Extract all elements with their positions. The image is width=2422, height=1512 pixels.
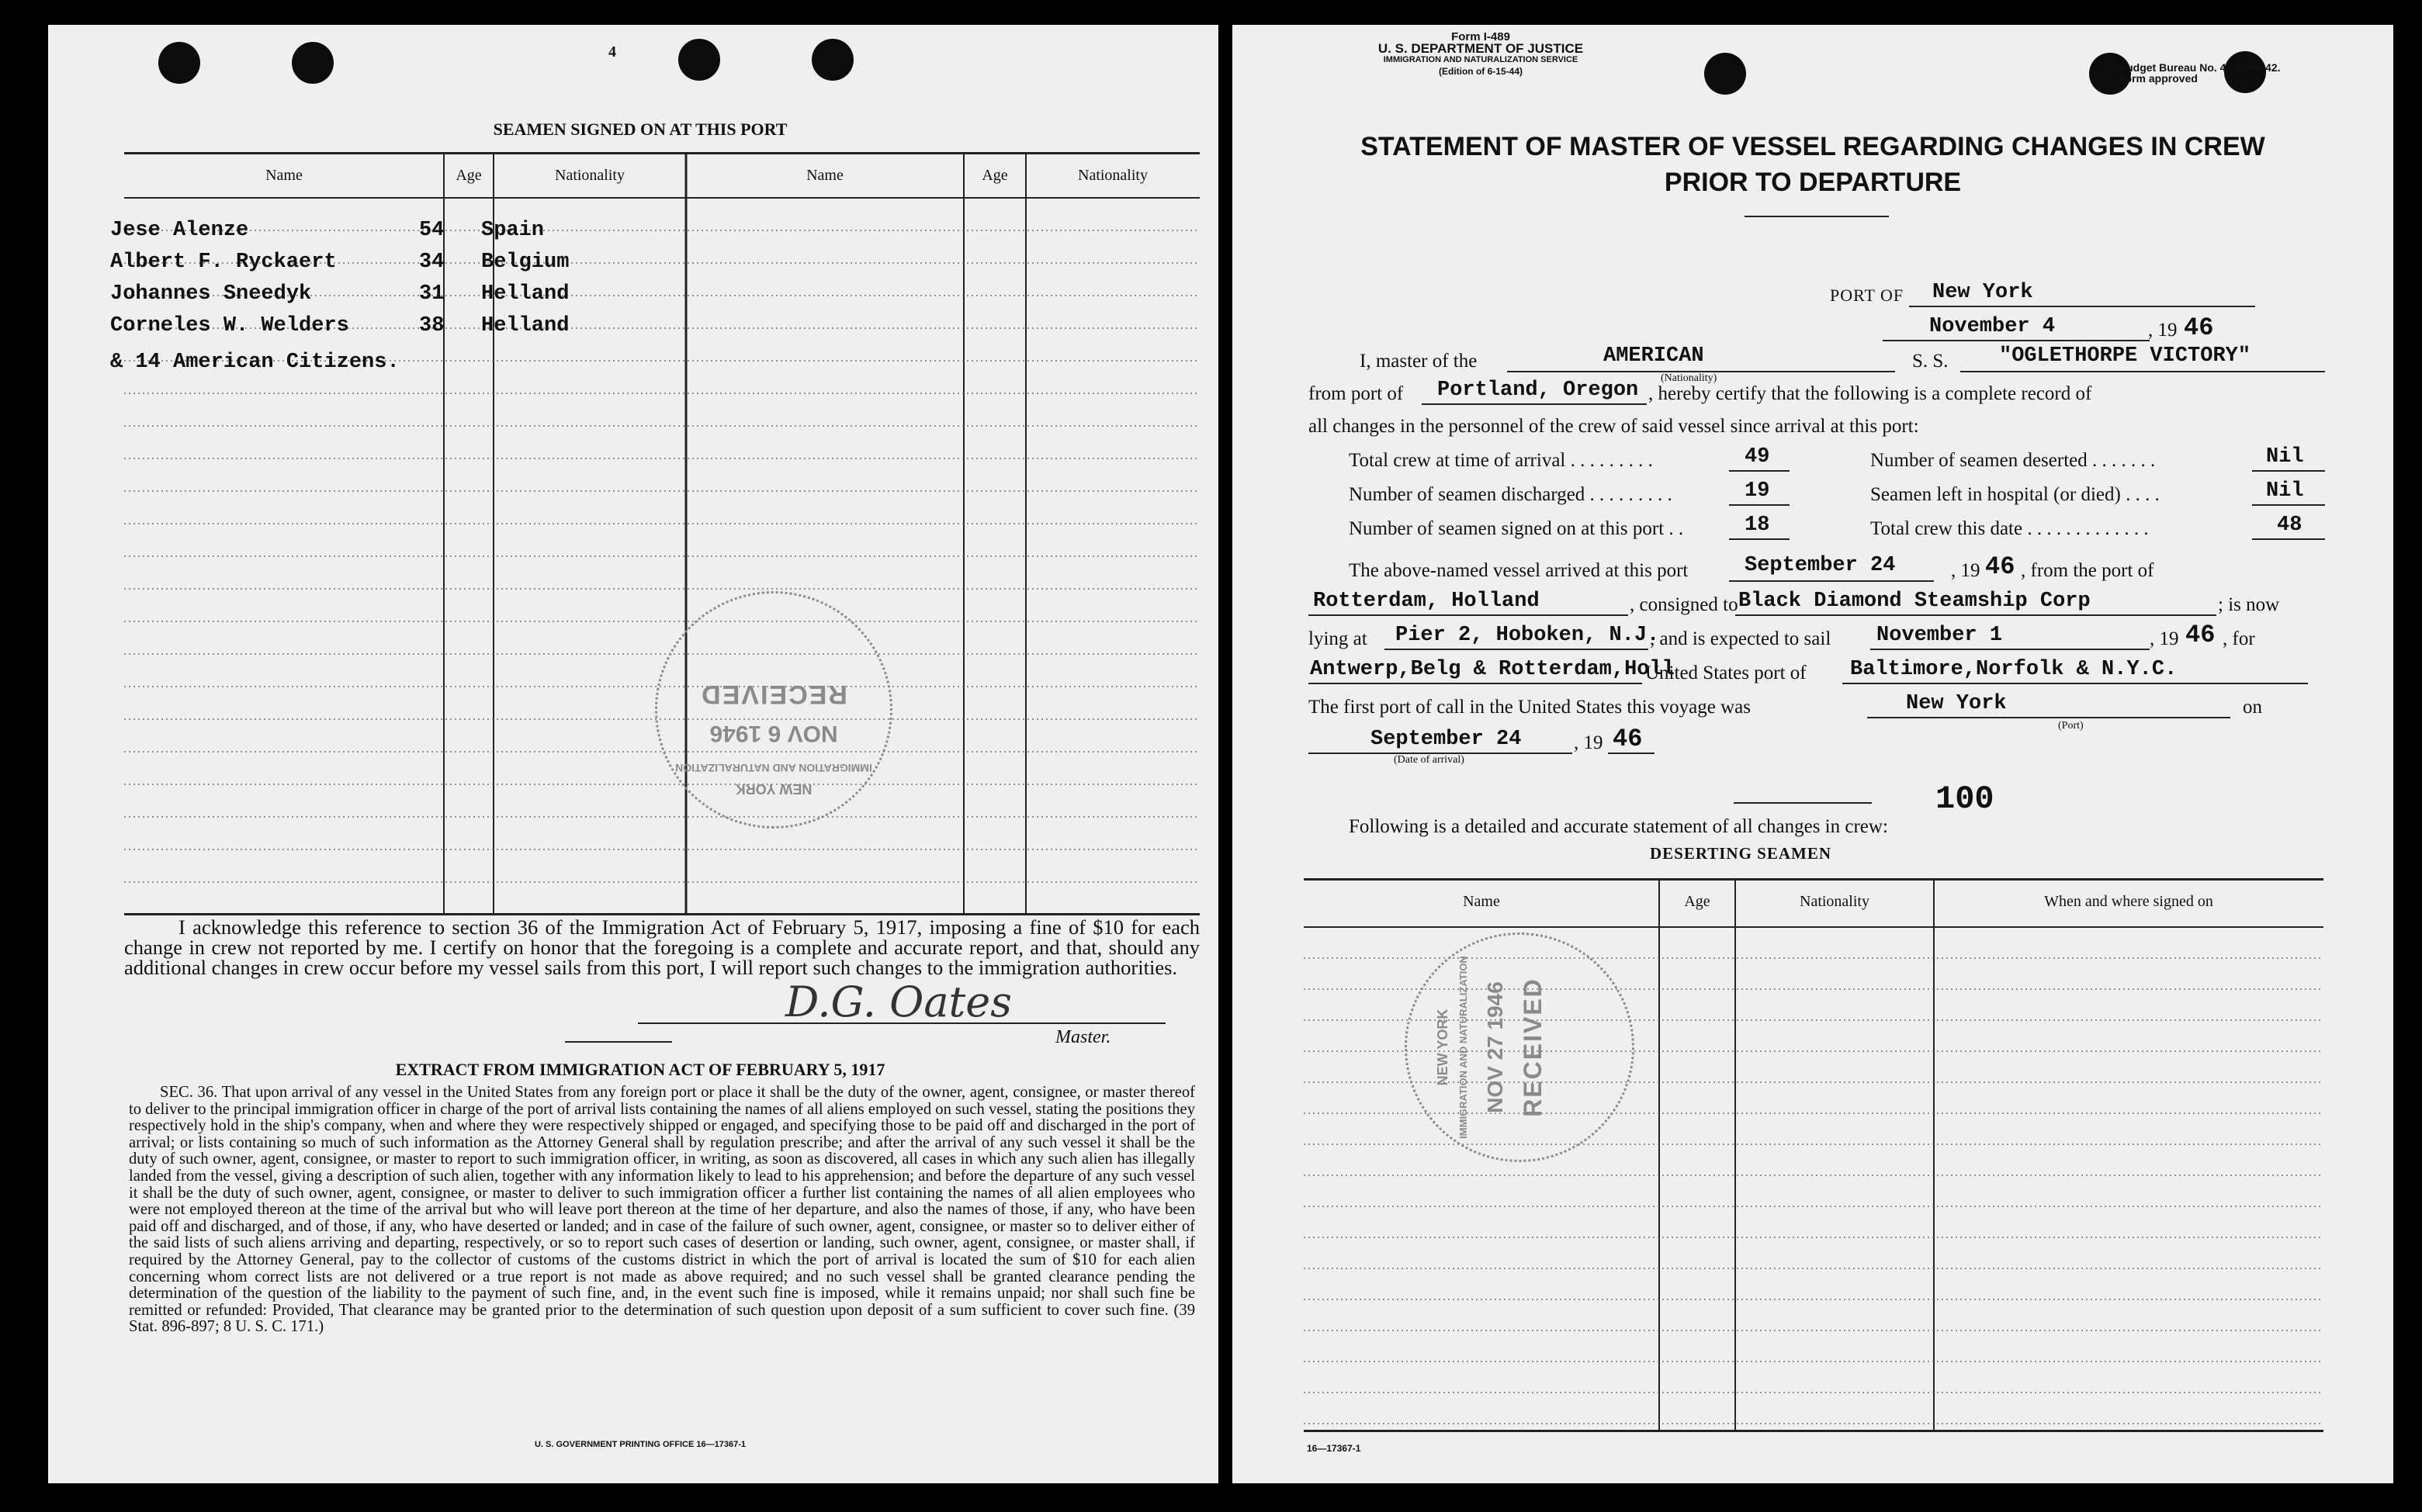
- from-the-port-label: , from the port of: [2021, 560, 2154, 581]
- nationality-caption: (Nationality): [1661, 372, 1717, 384]
- first-port-year-value: 46: [1613, 725, 1643, 753]
- right-page: [1232, 25, 2393, 1483]
- deserted-line: [2252, 470, 2325, 472]
- signed-on-value: 18: [1745, 514, 1770, 537]
- column-header: Nationality: [555, 167, 625, 184]
- port-caption: (Port): [2058, 720, 2084, 732]
- port-of-line: [1909, 306, 2255, 307]
- punch-hole: [158, 42, 200, 84]
- sail-year-value: 46: [2185, 621, 2216, 649]
- from-port-value: Portland, Oregon: [1437, 379, 1639, 402]
- for-label: , for: [2223, 628, 2255, 649]
- seaman-age: 31: [419, 282, 445, 306]
- punch-hole: [678, 39, 720, 81]
- arrived-date-line: [1729, 580, 1934, 582]
- received-stamp: NEW YORK IMMIGRATION AND NATURALIZATION NOV 6 1946 RECEIVED: [655, 591, 892, 829]
- is-now-label: ; is now: [2218, 594, 2280, 615]
- total-this-date-line: [2252, 538, 2325, 540]
- consigned-label: , consigned to: [1630, 594, 1738, 615]
- master-of-label: I, master of the: [1360, 351, 1478, 372]
- seaman-age: 34: [419, 251, 445, 274]
- year-value: 46: [2184, 313, 2214, 342]
- seaman-nationality: Belgium: [481, 251, 570, 274]
- arrived-label: The above-named vessel arrived at this port: [1349, 560, 1689, 581]
- section-36-text: SEC. 36. That upon arrival of any vessel in the United States from any foreign port or place it shall be the duty of the owner, agent, consignee, or master thereof to deliver to the principal immigration officer in charge of the port of arrival lists containing the names of all aliens employed on such vessel, stating the positions they respectively hold in the ship's company, when and where they were respectively shipped or engaged, and specifying those to be paid off and discharged in the port of arrival; or lists containing so much of such information as the Attorney General shall by regulation prescribe; and after the arrival of any such vessel it shall be the duty of such owner, agent, consignee, or master to report to such immigration officer, in writing, as soon as discovered, all cases in which any such alien has illegally landed from the vessel, giving a description of such alien, together with any information likely to lead to his apprehension; and before the departure of any such vessel it shall be the duty of such owner, agent, consignee, or master to deliver to such immigration officer a further list containing the names of all alien employees who were not employed thereon at the time of the arrival but who will leave port thereon at the time of her departure, and also the names of those, if any, who have been paid off and discharged, and of those, if any, who have deserted or landed; and in case of the failure of such owner, agent, consignee, or master so to deliver either of the said lists of such aliens arriving and departing, respectively, or so to report such cases of desertion or landing, such owner, agent, consignee, or master shall, if required by the Attorney General, pay to the collector of customs of the customs district in which the port of arrival is located the sum of $10 for each alien concerning whom correct lists are not delivered or a true report is not made as above required; and no such vessel shall be granted clearance pending the determination of the question of the liability to the payment of such fine, and, in the event such fine is imposed, while it remains unpaid; nor shall such fine be remitted or refunded: Provided, That clearance may be granted prior to the determination of such question upon deposit of a sum sufficient to cover such fine. (39 Stat. 896-897; 8 U. S. C. 171.): [129, 1084, 1195, 1336]
- deserted-value: Nil: [2266, 445, 2304, 469]
- discharged-label: Number of seamen discharged . . . . . . . . .: [1349, 484, 1672, 505]
- certify-text: , hereby certify that the following is a complete record of: [1648, 383, 2092, 404]
- destination-line: [1308, 683, 1642, 684]
- from-port-line: [1422, 403, 1647, 405]
- divider: [565, 1041, 672, 1043]
- column-header: Name: [1463, 893, 1500, 910]
- seaman-nationality: Helland: [481, 314, 570, 337]
- column-header: Nationality: [1078, 167, 1148, 184]
- budget-bureau: Budget Bureau No. 43-R066-42. Form approved: [2119, 61, 2281, 85]
- first-port-value: New York: [1906, 692, 2007, 715]
- deserted-label: Number of seamen deserted . . . . . . .: [1870, 450, 2156, 471]
- first-port-line: [1867, 717, 2230, 718]
- first-port-date-value: September 24: [1370, 728, 1522, 751]
- seaman-nationality: Spain: [481, 219, 545, 242]
- seaman-name: Corneles W. Welders: [110, 314, 349, 337]
- left-page: [48, 25, 1218, 1483]
- column-header: Age: [456, 167, 482, 184]
- total-this-date-label: Total crew this date . . . . . . . . . . . . .: [1870, 518, 2149, 539]
- seaman-age: 38: [419, 314, 445, 337]
- footer-code: 16—17367-1: [1307, 1443, 1361, 1454]
- arrived-from-line: [1308, 614, 1628, 616]
- total-crew-arrival-value: 49: [1745, 445, 1770, 469]
- acknowledgment-text: I acknowledge this reference to section 36 of the Immigration Act of February 5, 1917, imposing a fine of $10 for each change in crew not reported by me. I certify on honor that the foregoing is a complete and accurate report, and that, should any additional changes in crew occur before my vessel sails from this port, I will report such changes to the immigration authorities.: [124, 915, 1200, 979]
- us-port-label: United States port of: [1645, 663, 1807, 683]
- seaman-name: Johannes Sneedyk: [110, 282, 312, 306]
- arrived-date-value: September 24: [1745, 554, 1896, 577]
- signed-on-line: [1729, 538, 1790, 540]
- table-title: SEAMEN SIGNED ON AT THIS PORT: [493, 119, 788, 139]
- us-ports-value: Baltimore,Norfolk & N.Y.C.: [1850, 658, 2178, 681]
- from-port-label: from port of: [1308, 383, 1404, 404]
- signed-on-label: Number of seamen signed on at this port . .: [1349, 518, 1684, 539]
- extract-title: EXTRACT FROM IMMIGRATION ACT OF FEBRUARY 5, 1917: [395, 1060, 885, 1079]
- total-crew-arrival-line: [1729, 470, 1790, 472]
- date-value: November 4: [1929, 315, 2056, 338]
- punch-hole: [812, 39, 854, 81]
- discharged-line: [1729, 504, 1790, 506]
- arrived-from-value: Rotterdam, Holland: [1313, 590, 1540, 613]
- hospital-value: Nil: [2266, 479, 2304, 503]
- lying-at-label: lying at: [1308, 628, 1367, 649]
- port-of-label: PORT OF: [1830, 285, 1904, 305]
- seaman-name: Jese Alenze: [110, 219, 249, 242]
- seaman-name: Albert F. Ryckaert: [110, 251, 337, 274]
- lying-at-line: [1384, 649, 1648, 650]
- first-port-label: The first port of call in the United States this voyage was: [1308, 697, 1752, 718]
- vessel-line: [1960, 371, 2325, 372]
- printing-office: U. S. GOVERNMENT PRINTING OFFICE 16—17367-1: [534, 1440, 746, 1449]
- column-header: Nationality: [1800, 893, 1869, 910]
- column-header: Name: [265, 167, 303, 184]
- signature-line: [638, 1022, 1166, 1024]
- master-label: Master.: [1055, 1027, 1111, 1047]
- divider: [1745, 216, 1889, 217]
- seaman-nationality: Helland: [481, 282, 570, 306]
- hospital-line: [2252, 504, 2325, 506]
- column-header: When and where signed on: [2044, 893, 2213, 910]
- form-title: STATEMENT OF MASTER OF VESSEL REGARDING CHANGES IN CREW PRIOR TO DEPARTURE: [1360, 132, 2265, 197]
- sail-date-line: [1870, 649, 2150, 650]
- discharged-value: 19: [1745, 479, 1770, 503]
- column-header: Age: [982, 167, 1008, 184]
- total-this-date-value: 48: [2277, 514, 2302, 537]
- expected-label: , and is expected to sail: [1650, 628, 1831, 649]
- sail-date-value: November 1: [1876, 624, 2003, 647]
- received-stamp: NEW YORK IMMIGRATION AND NATURALIZATION NOV 27 1946 RECEIVED: [1405, 932, 1634, 1162]
- form-header: Form I-489 U. S. DEPARTMENT OF JUSTICE IMMIGRATION AND NATURALIZATION SERVICE (Edition of 6-15-44): [1377, 30, 1584, 77]
- destination-value: Antwerp,Belg & Rotterdam,Holl: [1310, 658, 1675, 681]
- arrived-year-prefix: , 19: [1951, 560, 1980, 581]
- seaman-age: 54: [419, 219, 445, 242]
- master-signature: D.G. Oates: [785, 977, 1012, 1026]
- port-of-value: New York: [1932, 281, 2033, 304]
- nationality-value: AMERICAN: [1603, 344, 1704, 368]
- ss-label: S. S.: [1912, 351, 1949, 372]
- column-header: Age: [1684, 893, 1710, 910]
- following-text: Following is a detailed and accurate statement of all changes in crew:: [1349, 816, 1888, 837]
- punch-hole: [292, 42, 334, 84]
- arrived-year-value: 46: [1985, 552, 2015, 581]
- us-ports-line: [1842, 683, 2308, 684]
- divider: [1734, 802, 1872, 804]
- sail-year-prefix: , 19: [2150, 628, 2179, 649]
- lying-at-value: Pier 2, Hoboken, N.J.: [1395, 624, 1660, 647]
- total-crew-arrival-label: Total crew at time of arrival . . . . . . . . .: [1349, 450, 1653, 471]
- on-label: on: [2243, 697, 2262, 718]
- year-prefix: , 19: [2148, 320, 2178, 341]
- punch-hole: [1704, 53, 1746, 95]
- vessel-name: "OGLETHORPE VICTORY": [1999, 344, 2251, 368]
- hospital-label: Seamen left in hospital (or died) . . . .: [1870, 484, 2160, 505]
- page-number: 4: [608, 43, 616, 61]
- date-line: [1883, 340, 2150, 341]
- handwritten-number: 100: [1935, 780, 1994, 818]
- column-header: Name: [806, 167, 844, 184]
- deserting-title: DESERTING SEAMEN: [1649, 844, 1832, 863]
- first-port-year-prefix: , 19: [1574, 732, 1603, 753]
- all-changes-text: all changes in the personnel of the crew of said vessel since arrival at this port:: [1308, 416, 1919, 437]
- consignee-value: Black Diamond Steamship Corp: [1738, 590, 2091, 613]
- seaman-name: & 14 American Citizens.: [110, 351, 400, 374]
- date-caption: (Date of arrival): [1394, 754, 1464, 766]
- consignee-line: [1735, 614, 2216, 616]
